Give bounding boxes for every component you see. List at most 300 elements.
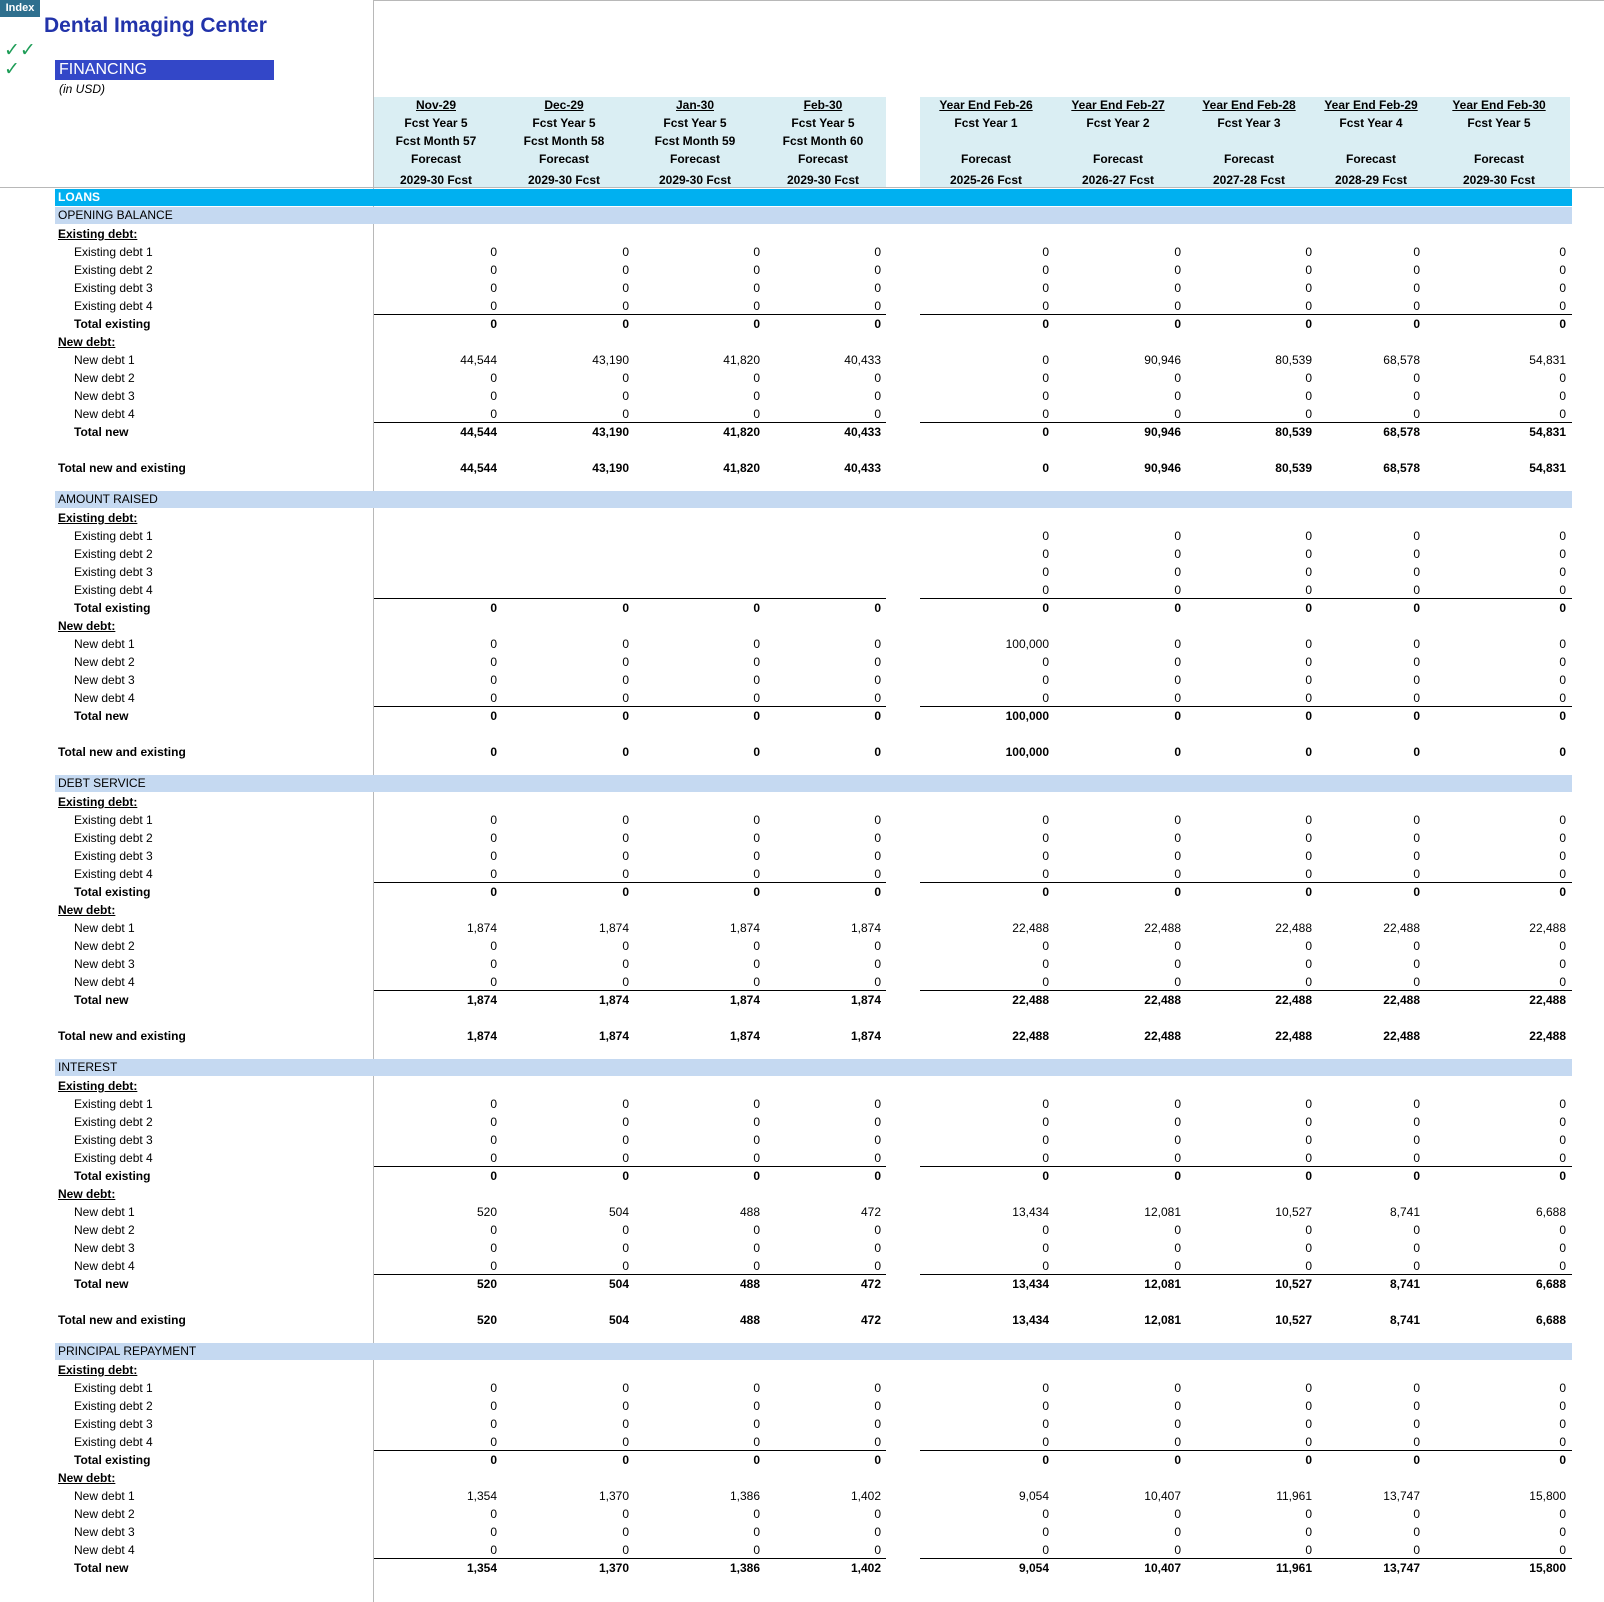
value-cell: 0 [874, 813, 881, 827]
value-cell: 0 [1174, 637, 1181, 651]
value-cell: 11,961 [1276, 1489, 1312, 1503]
group-label: Existing debt: [58, 1079, 138, 1093]
value-cell: 43,190 [592, 353, 629, 367]
section-band: AMOUNT RAISED [55, 491, 1572, 508]
value-cell: 0 [1413, 655, 1420, 669]
value-cell: 80,539 [1275, 353, 1312, 367]
value-cell: 472 [860, 1277, 881, 1291]
value-cell: 0 [1174, 745, 1181, 759]
value-cell: 1,402 [850, 1561, 881, 1575]
column-header-month: Fcst Month 59 [654, 134, 736, 148]
value-cell: 0 [753, 601, 760, 615]
row-label: Existing debt 2 [74, 263, 153, 277]
value-cell: 0 [1413, 1097, 1420, 1111]
value-cell: 0 [622, 1151, 629, 1165]
value-cell: 0 [1413, 691, 1420, 705]
value-cell: 22,488 [1012, 921, 1049, 935]
value-cell: 0 [1413, 583, 1420, 597]
value-cell: 0 [622, 957, 629, 971]
value-cell: 0 [622, 1525, 629, 1539]
value-cell: 0 [1174, 245, 1181, 259]
value-cell: 0 [1413, 547, 1420, 561]
total-label: Total new [74, 1561, 129, 1575]
value-cell: 0 [1559, 1097, 1566, 1111]
value-cell: 0 [874, 1097, 881, 1111]
total-label: Total new [74, 709, 129, 723]
value-cell: 0 [874, 655, 881, 669]
value-cell: 0 [1559, 831, 1566, 845]
value-cell: 0 [753, 1435, 760, 1449]
value-cell: 0 [622, 1223, 629, 1237]
value-cell: 0 [1559, 407, 1566, 421]
value-cell: 0 [874, 1223, 881, 1237]
value-cell: 0 [1559, 281, 1566, 295]
column-header-year: Fcst Year 2 [1086, 116, 1150, 130]
row-label: New debt 2 [74, 1223, 135, 1237]
value-cell: 0 [1174, 831, 1181, 845]
value-cell: 0 [874, 957, 881, 971]
row-label: Existing debt 1 [74, 1097, 153, 1111]
value-cell: 0 [1305, 1399, 1312, 1413]
value-cell: 0 [1305, 831, 1312, 845]
value-cell: 0 [1174, 867, 1181, 881]
value-cell: 0 [753, 673, 760, 687]
row-label: Existing debt 4 [74, 867, 153, 881]
value-cell: 0 [1559, 547, 1566, 561]
column-header-fy: 2029-30 Fcst [399, 173, 473, 187]
value-cell: 1,874 [729, 993, 760, 1007]
units-note: (in USD) [59, 82, 106, 96]
value-cell: 10,527 [1275, 1313, 1312, 1327]
value-cell: 504 [608, 1205, 629, 1219]
row-label: Existing debt 1 [74, 529, 153, 543]
value-cell: 0 [1305, 1169, 1312, 1183]
value-cell: 0 [1042, 547, 1049, 561]
value-cell: 0 [1305, 565, 1312, 579]
value-cell: 0 [1174, 1507, 1181, 1521]
value-cell: 40,433 [844, 425, 881, 439]
value-cell: 0 [1305, 407, 1312, 421]
value-cell: 0 [874, 1453, 881, 1467]
value-cell: 0 [1042, 461, 1049, 475]
value-cell: 1,386 [729, 1561, 760, 1575]
value-cell: 0 [753, 1115, 760, 1129]
value-cell: 0 [1042, 673, 1049, 687]
row-label: Existing debt 4 [74, 1151, 153, 1165]
value-cell: 0 [622, 637, 629, 651]
value-cell: 0 [874, 709, 881, 723]
value-cell: 0 [622, 389, 629, 403]
value-cell: 0 [1559, 1543, 1566, 1557]
value-cell: 504 [608, 1313, 629, 1327]
value-cell: 0 [1413, 957, 1420, 971]
value-cell: 0 [1042, 1097, 1049, 1111]
value-cell: 0 [874, 389, 881, 403]
column-header-period: Year End Feb-29 [1324, 98, 1418, 112]
value-cell: 0 [1174, 709, 1181, 723]
value-cell: 1,354 [466, 1489, 497, 1503]
row-label: New debt 1 [74, 353, 135, 367]
row-label: New debt 4 [74, 407, 135, 421]
value-cell: 1,874 [466, 1029, 497, 1043]
value-cell: 0 [753, 263, 760, 277]
section-band: INTEREST [55, 1059, 1572, 1076]
value-cell: 90,946 [1144, 425, 1181, 439]
value-cell: 22,488 [1012, 1029, 1049, 1043]
value-cell: 0 [1305, 1097, 1312, 1111]
value-cell: 0 [874, 1169, 881, 1183]
value-cell: 0 [1305, 655, 1312, 669]
value-cell: 1,874 [850, 993, 881, 1007]
value-cell: 0 [1305, 529, 1312, 543]
column-header-year: Fcst Year 1 [954, 116, 1018, 130]
value-cell: 0 [1559, 1241, 1566, 1255]
value-cell: 0 [753, 407, 760, 421]
value-cell: 0 [874, 939, 881, 953]
value-cell: 1,874 [598, 921, 629, 935]
value-cell: 0 [622, 709, 629, 723]
value-cell: 0 [1174, 655, 1181, 669]
value-cell: 10,407 [1144, 1489, 1181, 1503]
value-cell: 0 [622, 1417, 629, 1431]
value-cell: 0 [1042, 583, 1049, 597]
value-cell: 43,190 [592, 461, 629, 475]
value-cell: 0 [1174, 583, 1181, 597]
value-cell: 0 [1042, 601, 1049, 615]
value-cell: 0 [1559, 1381, 1566, 1395]
value-cell: 0 [1413, 1133, 1420, 1147]
value-cell: 0 [753, 1259, 760, 1273]
value-cell: 0 [622, 1259, 629, 1273]
value-cell: 0 [1174, 371, 1181, 385]
value-cell: 0 [1174, 601, 1181, 615]
value-cell: 0 [490, 1381, 497, 1395]
group-label: Existing debt: [58, 511, 138, 525]
value-cell: 0 [1559, 1435, 1566, 1449]
value-cell: 0 [1042, 565, 1049, 579]
value-cell: 0 [490, 673, 497, 687]
value-cell: 0 [1042, 529, 1049, 543]
value-cell: 0 [622, 1543, 629, 1557]
value-cell: 0 [1559, 813, 1566, 827]
row-label: New debt 3 [74, 1241, 135, 1255]
section-band: PRINCIPAL REPAYMENT [55, 1343, 1572, 1360]
value-cell: 0 [1305, 1507, 1312, 1521]
column-header-type: Forecast [410, 152, 462, 166]
column-header-fy: 2028-29 Fcst [1334, 173, 1408, 187]
value-cell: 0 [1305, 1543, 1312, 1557]
value-cell: 44,544 [460, 425, 497, 439]
value-cell: 90,946 [1144, 461, 1181, 475]
value-cell: 22,488 [1275, 921, 1312, 935]
value-cell: 0 [490, 407, 497, 421]
value-cell: 0 [753, 1381, 760, 1395]
value-cell: 0 [1305, 281, 1312, 295]
value-cell: 0 [490, 1507, 497, 1521]
value-cell: 1,874 [598, 1029, 629, 1043]
value-cell: 15,800 [1529, 1489, 1566, 1503]
value-cell: 22,488 [1144, 993, 1181, 1007]
column-header-period: Year End Feb-27 [1071, 98, 1165, 112]
column-header-year: Fcst Year 5 [663, 116, 727, 130]
value-cell: 0 [490, 1169, 497, 1183]
value-cell: 0 [490, 1417, 497, 1431]
value-cell: 0 [1174, 1133, 1181, 1147]
value-cell: 0 [1305, 709, 1312, 723]
value-cell: 0 [874, 849, 881, 863]
row-label: Existing debt 4 [74, 583, 153, 597]
row-label: New debt 4 [74, 1543, 135, 1557]
value-cell: 0 [490, 975, 497, 989]
value-cell: 472 [860, 1313, 881, 1327]
value-cell: 0 [622, 939, 629, 953]
value-cell: 0 [490, 831, 497, 845]
value-cell: 0 [874, 1507, 881, 1521]
value-cell: 0 [1174, 565, 1181, 579]
value-cell: 0 [1042, 1259, 1049, 1273]
value-cell: 0 [1042, 957, 1049, 971]
value-cell: 0 [1413, 637, 1420, 651]
value-cell: 0 [1559, 299, 1566, 313]
value-cell: 0 [1305, 1417, 1312, 1431]
value-cell: 0 [1413, 1399, 1420, 1413]
value-cell: 0 [1042, 1223, 1049, 1237]
value-cell: 0 [1559, 1507, 1566, 1521]
value-cell: 0 [1413, 1507, 1420, 1521]
value-cell: 0 [753, 1097, 760, 1111]
value-cell: 8,741 [1389, 1277, 1420, 1291]
value-cell: 0 [1559, 1417, 1566, 1431]
value-cell: 0 [1305, 1133, 1312, 1147]
column-header-period: Feb-30 [803, 98, 843, 112]
value-cell: 0 [622, 813, 629, 827]
value-cell: 0 [753, 975, 760, 989]
row-label: Existing debt 3 [74, 1417, 153, 1431]
value-cell: 0 [490, 389, 497, 403]
value-cell: 43,190 [592, 425, 629, 439]
value-cell: 0 [874, 867, 881, 881]
value-cell: 0 [1305, 547, 1312, 561]
value-cell: 0 [753, 299, 760, 313]
value-cell: 0 [1174, 547, 1181, 561]
value-cell: 0 [753, 813, 760, 827]
value-cell: 0 [1559, 637, 1566, 651]
value-cell: 0 [1559, 371, 1566, 385]
value-cell: 1,370 [598, 1489, 629, 1503]
column-header-year: Fcst Year 5 [1467, 116, 1531, 130]
value-cell: 0 [1413, 1381, 1420, 1395]
value-cell: 0 [1174, 885, 1181, 899]
row-label: New debt 4 [74, 691, 135, 705]
value-cell: 0 [490, 1241, 497, 1255]
value-cell: 40,433 [844, 353, 881, 367]
group-label: New debt: [58, 619, 116, 633]
value-cell: 0 [490, 1543, 497, 1557]
value-cell: 0 [874, 1417, 881, 1431]
column-header-fy: 2029-30 Fcst [658, 173, 732, 187]
value-cell: 0 [1174, 849, 1181, 863]
value-cell: 0 [622, 655, 629, 669]
value-cell: 0 [1042, 867, 1049, 881]
row-label: Existing debt 4 [74, 299, 153, 313]
column-header-year: Fcst Year 5 [791, 116, 855, 130]
value-cell: 0 [490, 281, 497, 295]
value-cell: 0 [1305, 691, 1312, 705]
value-cell: 0 [753, 957, 760, 971]
value-cell: 0 [1559, 389, 1566, 403]
value-cell: 0 [753, 371, 760, 385]
column-header-year: Fcst Year 5 [532, 116, 596, 130]
value-cell: 520 [476, 1313, 497, 1327]
value-cell: 0 [1559, 939, 1566, 953]
value-cell: 0 [1559, 957, 1566, 971]
value-cell: 0 [874, 975, 881, 989]
value-cell: 0 [1174, 975, 1181, 989]
value-cell: 22,488 [1275, 993, 1312, 1007]
value-cell: 0 [1559, 1223, 1566, 1237]
value-cell: 0 [753, 867, 760, 881]
value-cell: 0 [753, 849, 760, 863]
value-cell: 0 [1042, 691, 1049, 705]
value-cell: 0 [1042, 939, 1049, 953]
value-cell: 520 [476, 1277, 497, 1291]
frozen-pane-divider [373, 0, 374, 1602]
value-cell: 0 [1305, 1259, 1312, 1273]
value-cell: 0 [490, 1097, 497, 1111]
value-cell: 0 [1413, 709, 1420, 723]
value-cell: 0 [490, 1115, 497, 1129]
value-cell: 0 [1413, 1115, 1420, 1129]
value-cell: 0 [874, 317, 881, 331]
value-cell: 0 [753, 1543, 760, 1557]
value-cell: 22,488 [1275, 1029, 1312, 1043]
row-label: New debt 3 [74, 389, 135, 403]
value-cell: 0 [1305, 317, 1312, 331]
row-label: Existing debt 2 [74, 1399, 153, 1413]
value-cell: 22,488 [1529, 921, 1566, 935]
row-label: New debt 4 [74, 975, 135, 989]
row-label: New debt 1 [74, 921, 135, 935]
value-cell: 0 [1305, 601, 1312, 615]
value-cell: 0 [753, 655, 760, 669]
value-cell: 0 [622, 831, 629, 845]
value-cell: 0 [1559, 1453, 1566, 1467]
row-label: New debt 1 [74, 1205, 135, 1219]
double-check-icon: ✓✓ [4, 40, 36, 61]
value-cell: 0 [874, 637, 881, 651]
column-header-type: Forecast [960, 152, 1012, 166]
value-cell: 80,539 [1275, 461, 1312, 475]
value-cell: 40,433 [844, 461, 881, 475]
column-header-fy: 2025-26 Fcst [949, 173, 1023, 187]
value-cell: 0 [874, 745, 881, 759]
total-label: Total new [74, 425, 129, 439]
value-cell: 0 [622, 1133, 629, 1147]
value-cell: 1,874 [850, 1029, 881, 1043]
value-cell: 0 [1413, 1241, 1420, 1255]
value-cell: 0 [1413, 317, 1420, 331]
value-cell: 0 [490, 1525, 497, 1539]
value-cell: 22,488 [1383, 993, 1420, 1007]
value-cell: 0 [1042, 813, 1049, 827]
value-cell: 0 [1559, 1133, 1566, 1147]
value-cell: 0 [753, 1453, 760, 1467]
total-label: Total new [74, 993, 129, 1007]
group-label: Existing debt: [58, 227, 138, 241]
row-label: Existing debt 4 [74, 1435, 153, 1449]
column-header-type: Forecast [1092, 152, 1144, 166]
value-cell: 1,874 [729, 1029, 760, 1043]
value-cell: 22,488 [1144, 921, 1181, 935]
value-cell: 1,874 [466, 921, 497, 935]
value-cell: 0 [1174, 317, 1181, 331]
value-cell: 0 [1305, 1151, 1312, 1165]
column-header-type: Forecast [669, 152, 721, 166]
value-cell: 0 [1305, 1435, 1312, 1449]
column-header-type: Forecast [797, 152, 849, 166]
value-cell: 0 [1413, 529, 1420, 543]
value-cell: 0 [1042, 1169, 1049, 1183]
total-label: Total existing [74, 601, 151, 615]
total-label: Total new and existing [58, 461, 186, 475]
value-cell: 0 [1042, 299, 1049, 313]
value-cell: 0 [874, 1525, 881, 1539]
value-cell: 0 [1413, 281, 1420, 295]
value-cell: 10,527 [1275, 1205, 1312, 1219]
value-cell: 0 [1305, 867, 1312, 881]
value-cell: 0 [1559, 655, 1566, 669]
row-label: New debt 1 [74, 1489, 135, 1503]
value-cell: 12,081 [1144, 1277, 1181, 1291]
value-cell: 0 [1559, 867, 1566, 881]
value-cell: 0 [1042, 1543, 1049, 1557]
value-cell: 0 [1174, 673, 1181, 687]
value-cell: 100,000 [1005, 745, 1049, 759]
value-cell: 0 [874, 1399, 881, 1413]
value-cell: 0 [1305, 673, 1312, 687]
value-cell: 0 [753, 1133, 760, 1147]
value-cell: 0 [1305, 583, 1312, 597]
value-cell: 0 [1559, 1169, 1566, 1183]
value-cell: 0 [1042, 1435, 1049, 1449]
value-cell: 0 [1559, 1259, 1566, 1273]
value-cell: 0 [753, 831, 760, 845]
column-header-fy: 2029-30 Fcst [1462, 173, 1536, 187]
value-cell: 0 [1042, 885, 1049, 899]
value-cell: 0 [622, 849, 629, 863]
index-button[interactable]: Index [0, 0, 40, 17]
value-cell: 0 [874, 407, 881, 421]
app-title: Dental Imaging Center [44, 14, 267, 37]
value-cell: 0 [490, 637, 497, 651]
column-header-fy: 2026-27 Fcst [1081, 173, 1155, 187]
row-label: New debt 3 [74, 1525, 135, 1539]
value-cell: 472 [860, 1205, 881, 1219]
value-cell: 0 [1174, 1151, 1181, 1165]
value-cell: 0 [622, 673, 629, 687]
value-cell: 0 [1413, 831, 1420, 845]
row-label: New debt 1 [74, 637, 135, 651]
value-cell: 0 [1305, 1381, 1312, 1395]
value-cell: 0 [622, 975, 629, 989]
value-cell: 488 [739, 1205, 760, 1219]
value-cell: 0 [490, 655, 497, 669]
value-cell: 13,747 [1383, 1489, 1420, 1503]
column-header-type: Forecast [1223, 152, 1275, 166]
row-label: Existing debt 3 [74, 281, 153, 295]
value-cell: 0 [1413, 371, 1420, 385]
value-cell: 22,488 [1529, 993, 1566, 1007]
